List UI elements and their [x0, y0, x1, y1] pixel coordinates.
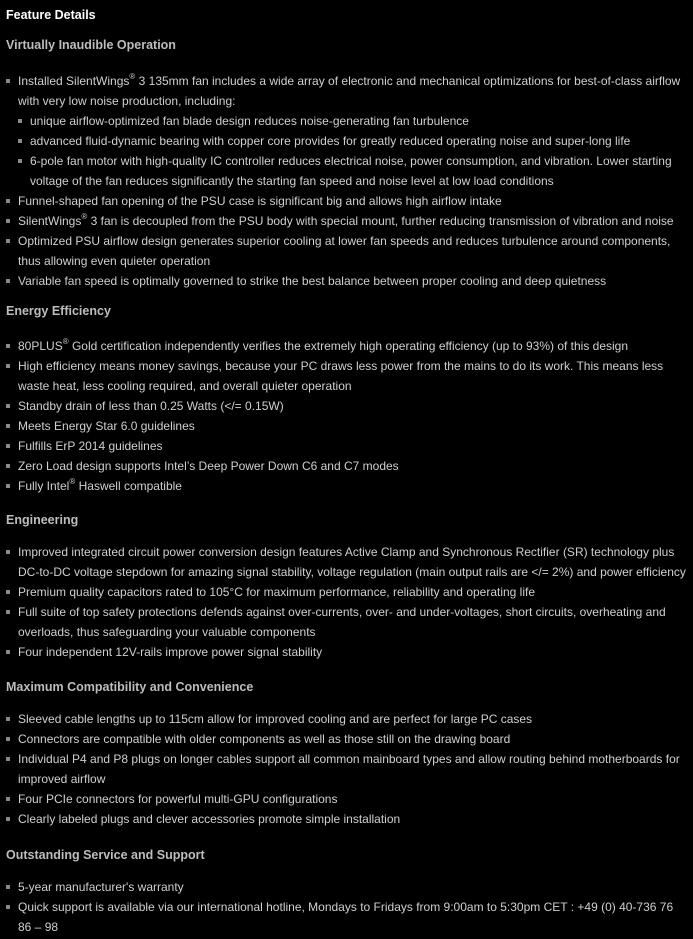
section-heading-engineering: Engineering — [6, 513, 79, 527]
list-item — [0, 336, 690, 356]
list-item: Full suite of top safety protections defends against over-currents, over- and under-voltages, short circuits, overheating and overloads, thus safeguarding your valuable components — [0, 602, 690, 642]
item-text: Installed SilentWings — [18, 74, 130, 88]
list-item: Variable fan speed is optimally governed to strike the best balance between proper cooling and deep quietness — [0, 271, 690, 291]
registered-mark: ® — [69, 477, 76, 486]
section-heading-compatibility: Maximum Compatibility and Convenience — [6, 680, 254, 694]
feature-list-energy-efficiency — [0, 336, 690, 496]
list-item: Improved integrated circuit power conversion design features Active Clamp and Synchronous Rectifier (SR) technology plus DC-to-DC voltage stepdown for amazing signal stability, voltage regulation (main output rails are </= 2%) and power efficiency — [0, 542, 690, 582]
list-item: Meets Energy Star 6.0 guidelines — [0, 416, 690, 436]
sub-feature-list — [18, 111, 688, 191]
list-item: Clearly labeled plugs and clever accessories promote simple installation — [0, 809, 690, 829]
item-text: Gold certification independently verifies the extremely high operating efficiency (up to 93%) of this design — [68, 339, 629, 353]
item-text: Fully Intel — [18, 479, 70, 493]
sub-list-item: advanced fluid-dynamic bearing with copper core provides for greatly reduced operating noise and super-long life — [18, 131, 688, 151]
list-item — [0, 211, 690, 231]
list-item: Connectors are compatible with older components as well as those still on the drawing board — [0, 729, 690, 749]
list-item: High efficiency means money savings, because your PC draws less power from the mains to do its work. This means less waste heat, less cooling required, and overall quieter operation — [0, 356, 690, 396]
list-item: Zero Load design supports Intel’s Deep Power Down C6 and C7 modes — [0, 456, 690, 476]
item-text: 3 135mm fan includes a wide array of electronic and mechanical optimizations for best-of-class airflow with very low noise production, including: — [18, 74, 681, 108]
feature-list-inaudible-operation — [0, 71, 690, 291]
list-item: Funnel-shaped fan opening of the PSU case is significant big and allows high airflow intake — [0, 191, 690, 211]
item-text: 80PLUS — [18, 339, 63, 353]
registered-mark: ® — [129, 72, 136, 81]
list-item — [0, 71, 690, 191]
list-item — [0, 476, 690, 496]
page-title: Feature Details — [6, 8, 96, 22]
item-text: 3 fan is decoupled from the PSU body with special mount, further reducing transmission of vibration and noise — [87, 214, 674, 228]
list-item: Individual P4 and P8 plugs on longer cables support all common mainboard types and allow routing behind motherboards for improved airflow — [0, 749, 690, 789]
list-item: Fulfills ErP 2014 guidelines — [0, 436, 690, 456]
section-heading-energy-efficiency: Energy Efficiency — [6, 304, 111, 318]
feature-list-service-support — [0, 877, 690, 937]
feature-list-engineering — [0, 542, 690, 662]
registered-mark: ® — [81, 212, 88, 221]
list-item: Quick support is available via our international hotline, Mondays to Fridays from 9:00am to 5:30pm CET : +49 (0) 40-736 76 86 – 98 — [0, 897, 690, 937]
item-text: SilentWings — [18, 214, 82, 228]
sub-list-item: unique airflow-optimized fan blade design reduces noise-generating fan turbulence — [18, 111, 688, 131]
section-heading-service-support: Outstanding Service and Support — [6, 848, 205, 862]
section-heading-inaudible-operation: Virtually Inaudible Operation — [6, 38, 176, 52]
feature-list-compatibility — [0, 709, 690, 829]
list-item: Four PCIe connectors for powerful multi-GPU configurations — [0, 789, 690, 809]
list-item: Four independent 12V-rails improve power signal stability — [0, 642, 690, 662]
list-item: Sleeved cable lengths up to 115cm allow for improved cooling and are perfect for large PC cases — [0, 709, 690, 729]
sub-list-item: 6-pole fan motor with high-quality IC controller reduces electrical noise, power consumption, and vibration. Lower starting voltage of the fan reduces significantly the starting fan speed and noise level at low load conditions — [18, 151, 688, 191]
list-item: 5-year manufacturer's warranty — [0, 877, 690, 897]
list-item: Premium quality capacitors rated to 105°C for maximum performance, reliability and operating life — [0, 582, 690, 602]
list-item: Standby drain of less than 0.25 Watts (</= 0.15W) — [0, 396, 690, 416]
registered-mark: ® — [62, 337, 69, 346]
item-text: Haswell compatible — [75, 479, 182, 493]
list-item: Optimized PSU airflow design generates superior cooling at lower fan speeds and reduces turbulence around components, thus allowing even quieter operation — [0, 231, 690, 271]
